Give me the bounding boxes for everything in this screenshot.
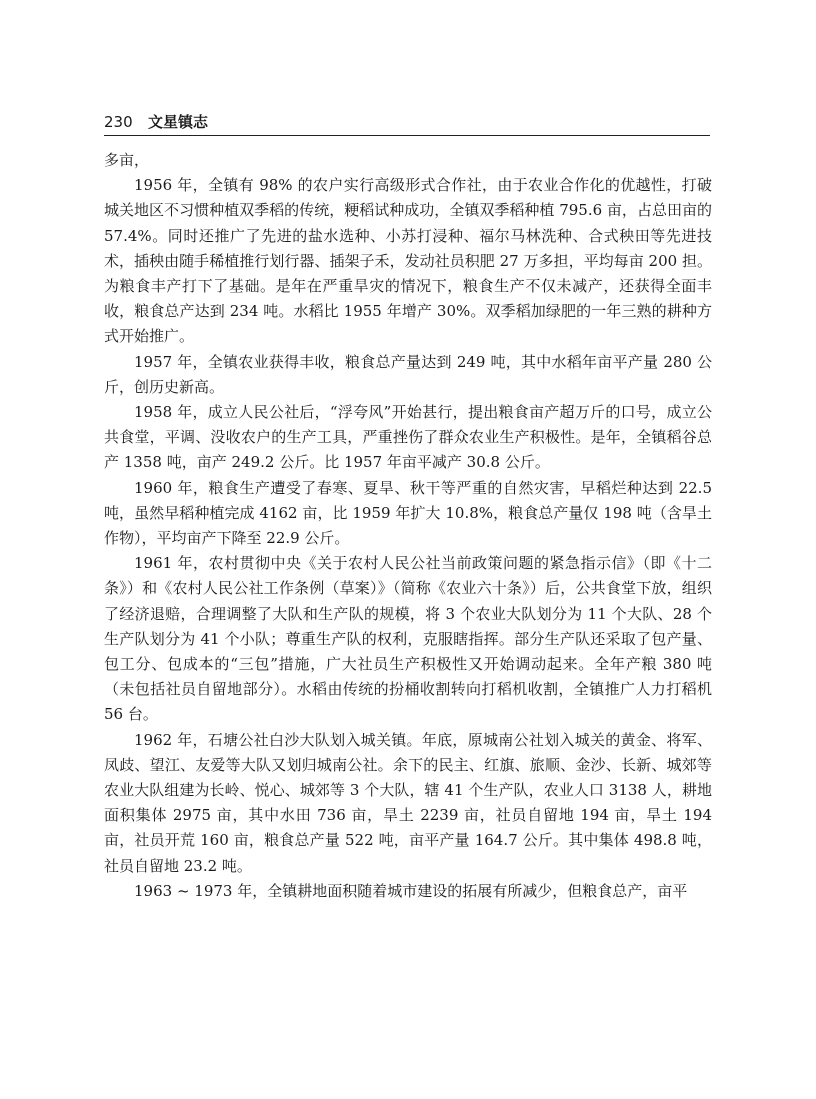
page-number: 230 xyxy=(104,113,133,131)
book-title: 文星镇志 xyxy=(148,113,209,131)
paragraph-1963-1973: 1963 ~ 1973 年，全镇耕地面积随着城市建设的拓展有所减少，但粮食总产，亩平 xyxy=(134,881,688,900)
paragraph-continuation: 多亩， xyxy=(104,151,150,169)
paragraph-1957: 1957 年，全镇农业获得丰收，粮食总产量达到 249 吨，其中水稻年亩平产量 280 公斤，创历史新高。 xyxy=(104,352,712,396)
page-header xyxy=(104,113,710,136)
paragraph-1958: 1958 年，成立人民公社后，“浮夸风”开始甚行，提出粮食亩产超万斤的口号，成立公共食堂，平调、没收农户的生产工具，严重挫伤了群众农业生产积极性。是年，全镇稻谷总产 1358 吨，亩产 249.2 公斤。比 1957 年亩平减产 30.8 公斤。 xyxy=(104,403,712,472)
paragraph-1961: 1961 年，农村贯彻中央《关于农村人民公社当前政策问题的紧急指示信》（即《十二条》）和《农村人民公社工作条例（草案）》（简称《农业六十条》）后，公共食堂下放，组织了经济退赔，合理调整了大队和生产队的规模，将 3 个农业大队划分为 11 个大队、28 个生产队划分为 41 个小队；尊重生产队的权利，克服瞎指挥。部分生产队还采取了包产量、包工分、包成本的“三包”措施，广大社员生产积极性又开始调动起来。全年产粮 380 吨（未包括社员自留地部分）。水稻由传统的扮桶收割转向打稻机收割，全镇推广人力打稻机 56 台。 xyxy=(104,554,712,724)
paragraph-1956: 1956 年，全镇有 98% 的农户实行高级形式合作社，由于农业合作化的优越性，打破城关地区不习惯种植双季稻的传统，粳稻试种成功，全镇双季稻种植 795.6 亩，占总田亩的 57.4%。同时还推广了先进的盐水选种、小苏打浸种、福尔马林洗种、合式秧田等先进技术，插秧由随手稀植推行划行器、插架子禾，发动社员积肥 27 万多担，平均每亩 200 担。为粮食丰产打下了基础。是年在严重旱灾的情况下，粮食生产不仅未减产，还获得全面丰收，粮食总产达到 234 吨。水稻比 1955 年增产 30%。双季稻加绿肥的一年三熟的耕种方式开始推广。 xyxy=(104,176,712,346)
body-text xyxy=(104,148,712,904)
paragraph-1962: 1962 年，石塘公社白沙大队划入城关镇。年底，原城南公社划入城关的黄金、将军、凤歧、望江、友爱等大队又划归城南公社。余下的民主、红旗、旅顺、金沙、长新、城郊等农业大队组建为长岭、悦心、城郊等 3 个大队，辖 41 个生产队，农业人口 3138 人，耕地面积集体 2975 亩，其中水田 736 亩，旱土 2239 亩，社员自留地 194 亩，旱土 194 亩，社员开荒 160 亩，粮食总产量 522 吨，亩平产量 164.7 公斤。其中集体 498.8 吨，社员自留地 23.2 吨。 xyxy=(104,730,712,875)
paragraph-1960: 1960 年，粮食生产遭受了春寒、夏旱、秋干等严重的自然灾害，早稻烂种达到 22.5 吨，虽然早稻种植完成 4162 亩，比 1959 年扩大 10.8%，粮食总产量仅 198 吨（含旱土作物），平均亩产下降至 22.9 公斤。 xyxy=(104,478,712,548)
